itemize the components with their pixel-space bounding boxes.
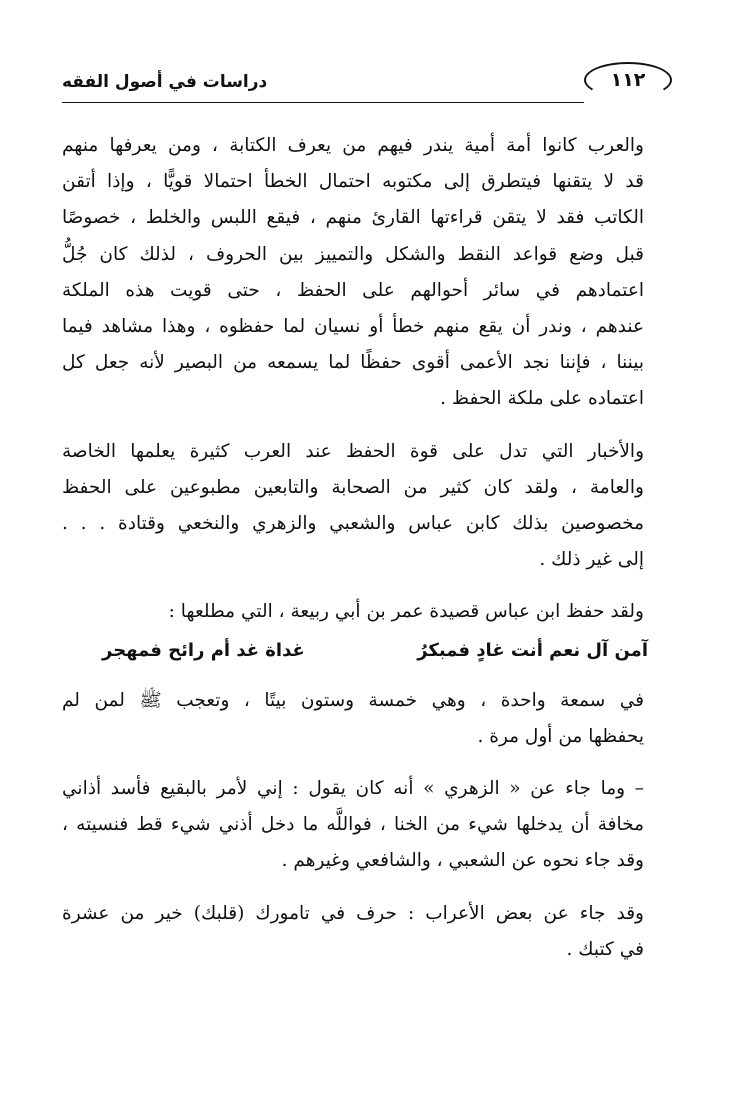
text-line: وقد جاء عن بعض الأعراب : حرف في تامورك (قلبك) خير من عشرة: [62, 902, 644, 924]
text-line: إلى غير ذلك .: [539, 549, 644, 571]
paragraph-3: [62, 594, 668, 630]
text-line: – وما جاء عن « الزهري » أنه كان يقول : إني لأمر بالبقيع فأسد أذاني: [62, 778, 644, 800]
page-header: [62, 58, 672, 106]
text-line: والعامة ، ولقد كان كثير من الصحابة والتابعين مطبوعين على الحفظ: [62, 476, 644, 498]
text-line: الكاتب فقد لا يتقن قراءتها القارئ منهم ، فيقع اللبس والخلط ، خصوصًا: [62, 207, 644, 229]
text-line: ولقد حفظ ابن عباس قصيدة عمر بن أبي ربيعة ، التي مطلعها :: [168, 601, 644, 623]
verse-first-hemistich: آمن آل نعم أنت غادٍ فمبكرُ: [417, 639, 648, 661]
text-line: عندهم ، وندر أن يقع منهم خطأ أو نسيان لما حفظوه ، وهذا مشاهد فيما: [62, 316, 644, 338]
text-line: مخافة أن يدخلها شيء من الخنا ، فواللَّه ما دخل أذني شيء قط فنسيته ،: [62, 814, 644, 836]
running-title: دراسات في أصول الفقه: [62, 72, 268, 92]
text-line: اعتمادهم في سائر أحوالهم على الحفظ ، حتى قويت هذه الملكة: [62, 279, 644, 301]
paragraph-2: [62, 434, 668, 579]
text-line: في سمعة واحدة ، وهي خمسة وستون بيتًا ، وتعجب ﷺ لمن لم: [62, 689, 644, 711]
verse-second-hemistich: غداة غد أم رائح فمهجر: [102, 639, 305, 661]
text-line: مخصوصين بذلك كابن عباس والشعبي والزهري والنخعي وقتادة . . .: [62, 513, 644, 535]
text-line: اعتماده على ملكة الحفظ .: [440, 388, 644, 410]
text-line: وقد جاء نحوه عن الشعبي ، والشافعي وغيرهم .: [281, 850, 644, 872]
page-number: ١١٢: [584, 62, 672, 98]
paragraph-4: [62, 683, 668, 755]
text-line: في كتبك .: [566, 938, 644, 960]
poetry-verse: [62, 633, 668, 669]
text-line: قد لا يتقنها فيتطرق إلى مكتوبه احتمال الخطأ احتمالا قويًّا ، وإذا أتقن: [62, 171, 644, 193]
paragraph-6: [62, 896, 668, 968]
text-line: والعرب كانوا أمة أمية يندر فيهم من يعرف الكتابة ، ومن يعرفها منهم: [62, 135, 644, 156]
page-body: [62, 128, 668, 984]
paragraph-1: [62, 128, 668, 418]
paragraph-5: [62, 771, 668, 880]
text-line: قبل وضع قواعد النقط والشكل والتمييز بين الحروف ، لذلك كان جُلُّ: [62, 243, 644, 265]
header-rule: [62, 102, 584, 103]
text-line: بيننا ، فإننا نجد الأعمى أقوى حفظًا لما يسمعه من البصير لأنه جعل كل: [62, 352, 644, 374]
text-line: والأخبار التي تدل على قوة الحفظ عند العرب كثيرة يعلمها الخاصة: [62, 440, 644, 462]
text-line: يحفظها من أول مرة .: [477, 725, 644, 747]
